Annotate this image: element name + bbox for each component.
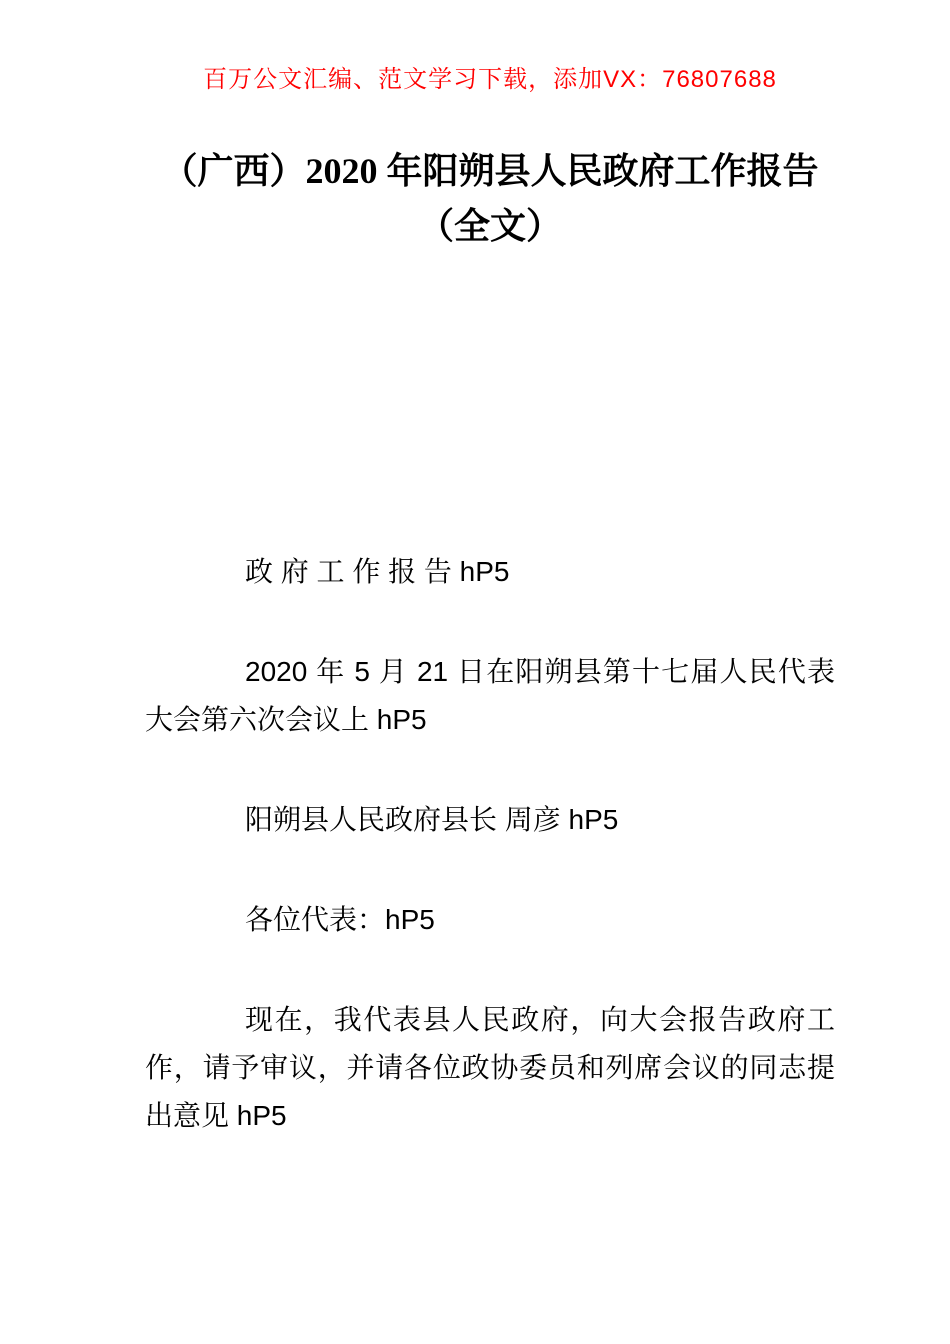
paragraph-opening: 现在，我代表县人民政府，向大会报告政府工作，请予审议，并请各位政协委员和列席会议的同志提出意见 hP5 xyxy=(145,1004,835,1131)
vertical-spacer xyxy=(145,254,835,548)
title-line-1: （广西）2020 年阳朔县人民政府工作报告 xyxy=(161,151,819,191)
title-line-2: （全文） xyxy=(417,206,562,246)
document-body xyxy=(145,548,835,1140)
document-title xyxy=(145,144,835,254)
paragraph-author-line: 阳朔县人民政府县长 周彦 hP5 xyxy=(245,804,619,835)
paragraph-session-line: 2020 年 5 月 21 日在阳朔县第十七届人民代表大会第六次会议上 hP5 xyxy=(145,656,835,735)
paragraph-salutation: 各位代表：hP5 xyxy=(245,904,435,935)
promo-header-text: 百万公文汇编、范文学习下载，添加VX：76807688 xyxy=(203,66,777,93)
paragraph-report-heading: 政 府 工 作 报 告 hP5 xyxy=(245,556,510,587)
